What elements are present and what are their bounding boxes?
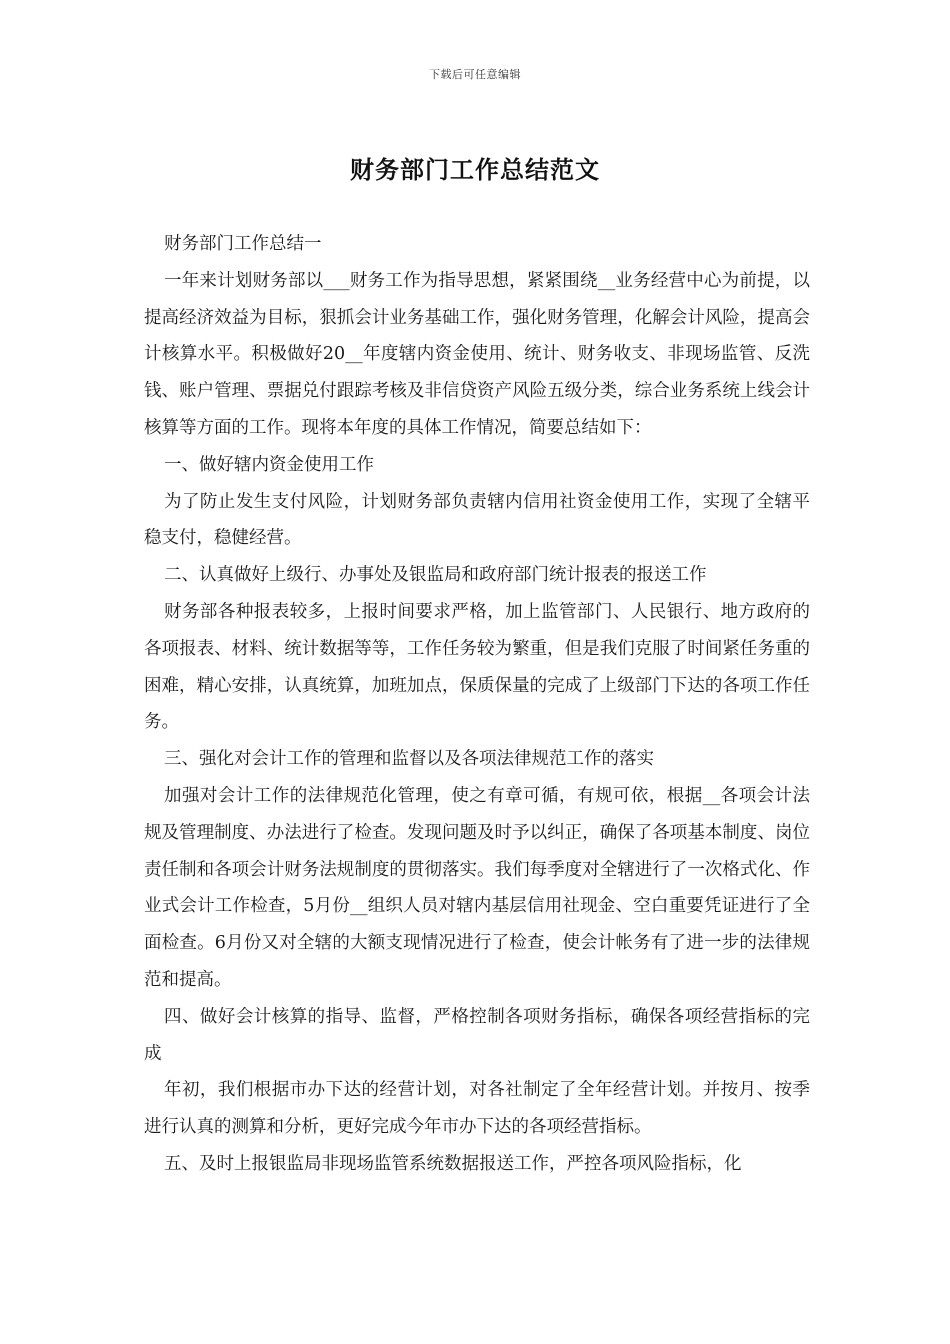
document-title: 财务部门工作总结范文 <box>350 155 600 184</box>
section-heading: 三、强化对会计工作的管理和监督以及各项法律规范工作的落实 <box>164 749 654 770</box>
paragraph: 一年来计划财务部以___财务工作为指导思想，紧紧围绕__业务经营中心为前提，以提高经济效益为目标，狠抓会计业务基础工作，强化财务管理，化解会计风险，提高会计核算水平。积极做好20__年度辖内资金使用、统计、财务收支、非现场监管、反洗钱、账户管理、票据兑付跟踪考核及非信贷资产风险五级分类，综合业务系统上线会计核算等方面的工作。现将本年度的具体工作情况，简要总结如下： <box>144 270 810 438</box>
section-heading: 五、及时上报银监局非现场监管系统数据报送工作，严控各项风险指标，化 <box>164 1153 742 1174</box>
section-heading: 财务部门工作总结一 <box>164 234 322 254</box>
paragraph: 年初，我们根据市办下达的经营计划，对各社制定了全年经营计划。并按月、按季进行认真的测算和分析，更好完成今年市办下达的各项经营指标。 <box>144 1080 810 1138</box>
paragraph: 加强对会计工作的法律规范化管理，使之有章可循，有规可依，根据__各项会计法规及管理制度、办法进行了检查。发现问题及时予以纠正，确保了各项基本制度、岗位责任制和各项会计财务法规制度的贯彻落实。我们每季度对全辖进行了一次格式化、作业式会计工作检查，5月份__组织人员对辖内基层信用社现金、空白重要凭证进行了全面检查。6月份又对全辖的大额支现情况进行了检查，使会计帐务有了进一步的法律规范和提高。 <box>144 785 810 990</box>
paragraph: 为了防止发生支付风险，计划财务部负责辖内信用社资金使用工作，实现了全辖平稳支付，稳健经营。 <box>144 491 810 549</box>
paragraph: 财务部各种报表较多，上报时间要求严格，加上监管部门、人民银行、地方政府的各项报表、材料、统计数据等等，工作任务较为繁重，但是我们克服了时间紧任务重的困难，精心安排，认真统算，加班加点，保质保量的完成了上级部门下达的各项工作任务。 <box>144 601 810 733</box>
header-note: 下载后可任意编辑 <box>429 68 521 81</box>
section-heading: 四、做好会计核算的指导、监督，严格控制各项财务指标，确保各项经营指标的完成 <box>144 1006 810 1064</box>
section-heading: 一、做好辖内资金使用工作 <box>164 454 374 475</box>
document-body <box>144 226 810 1183</box>
section-heading: 二、认真做好上级行、办事处及银监局和政府部门统计报表的报送工作 <box>164 565 707 586</box>
